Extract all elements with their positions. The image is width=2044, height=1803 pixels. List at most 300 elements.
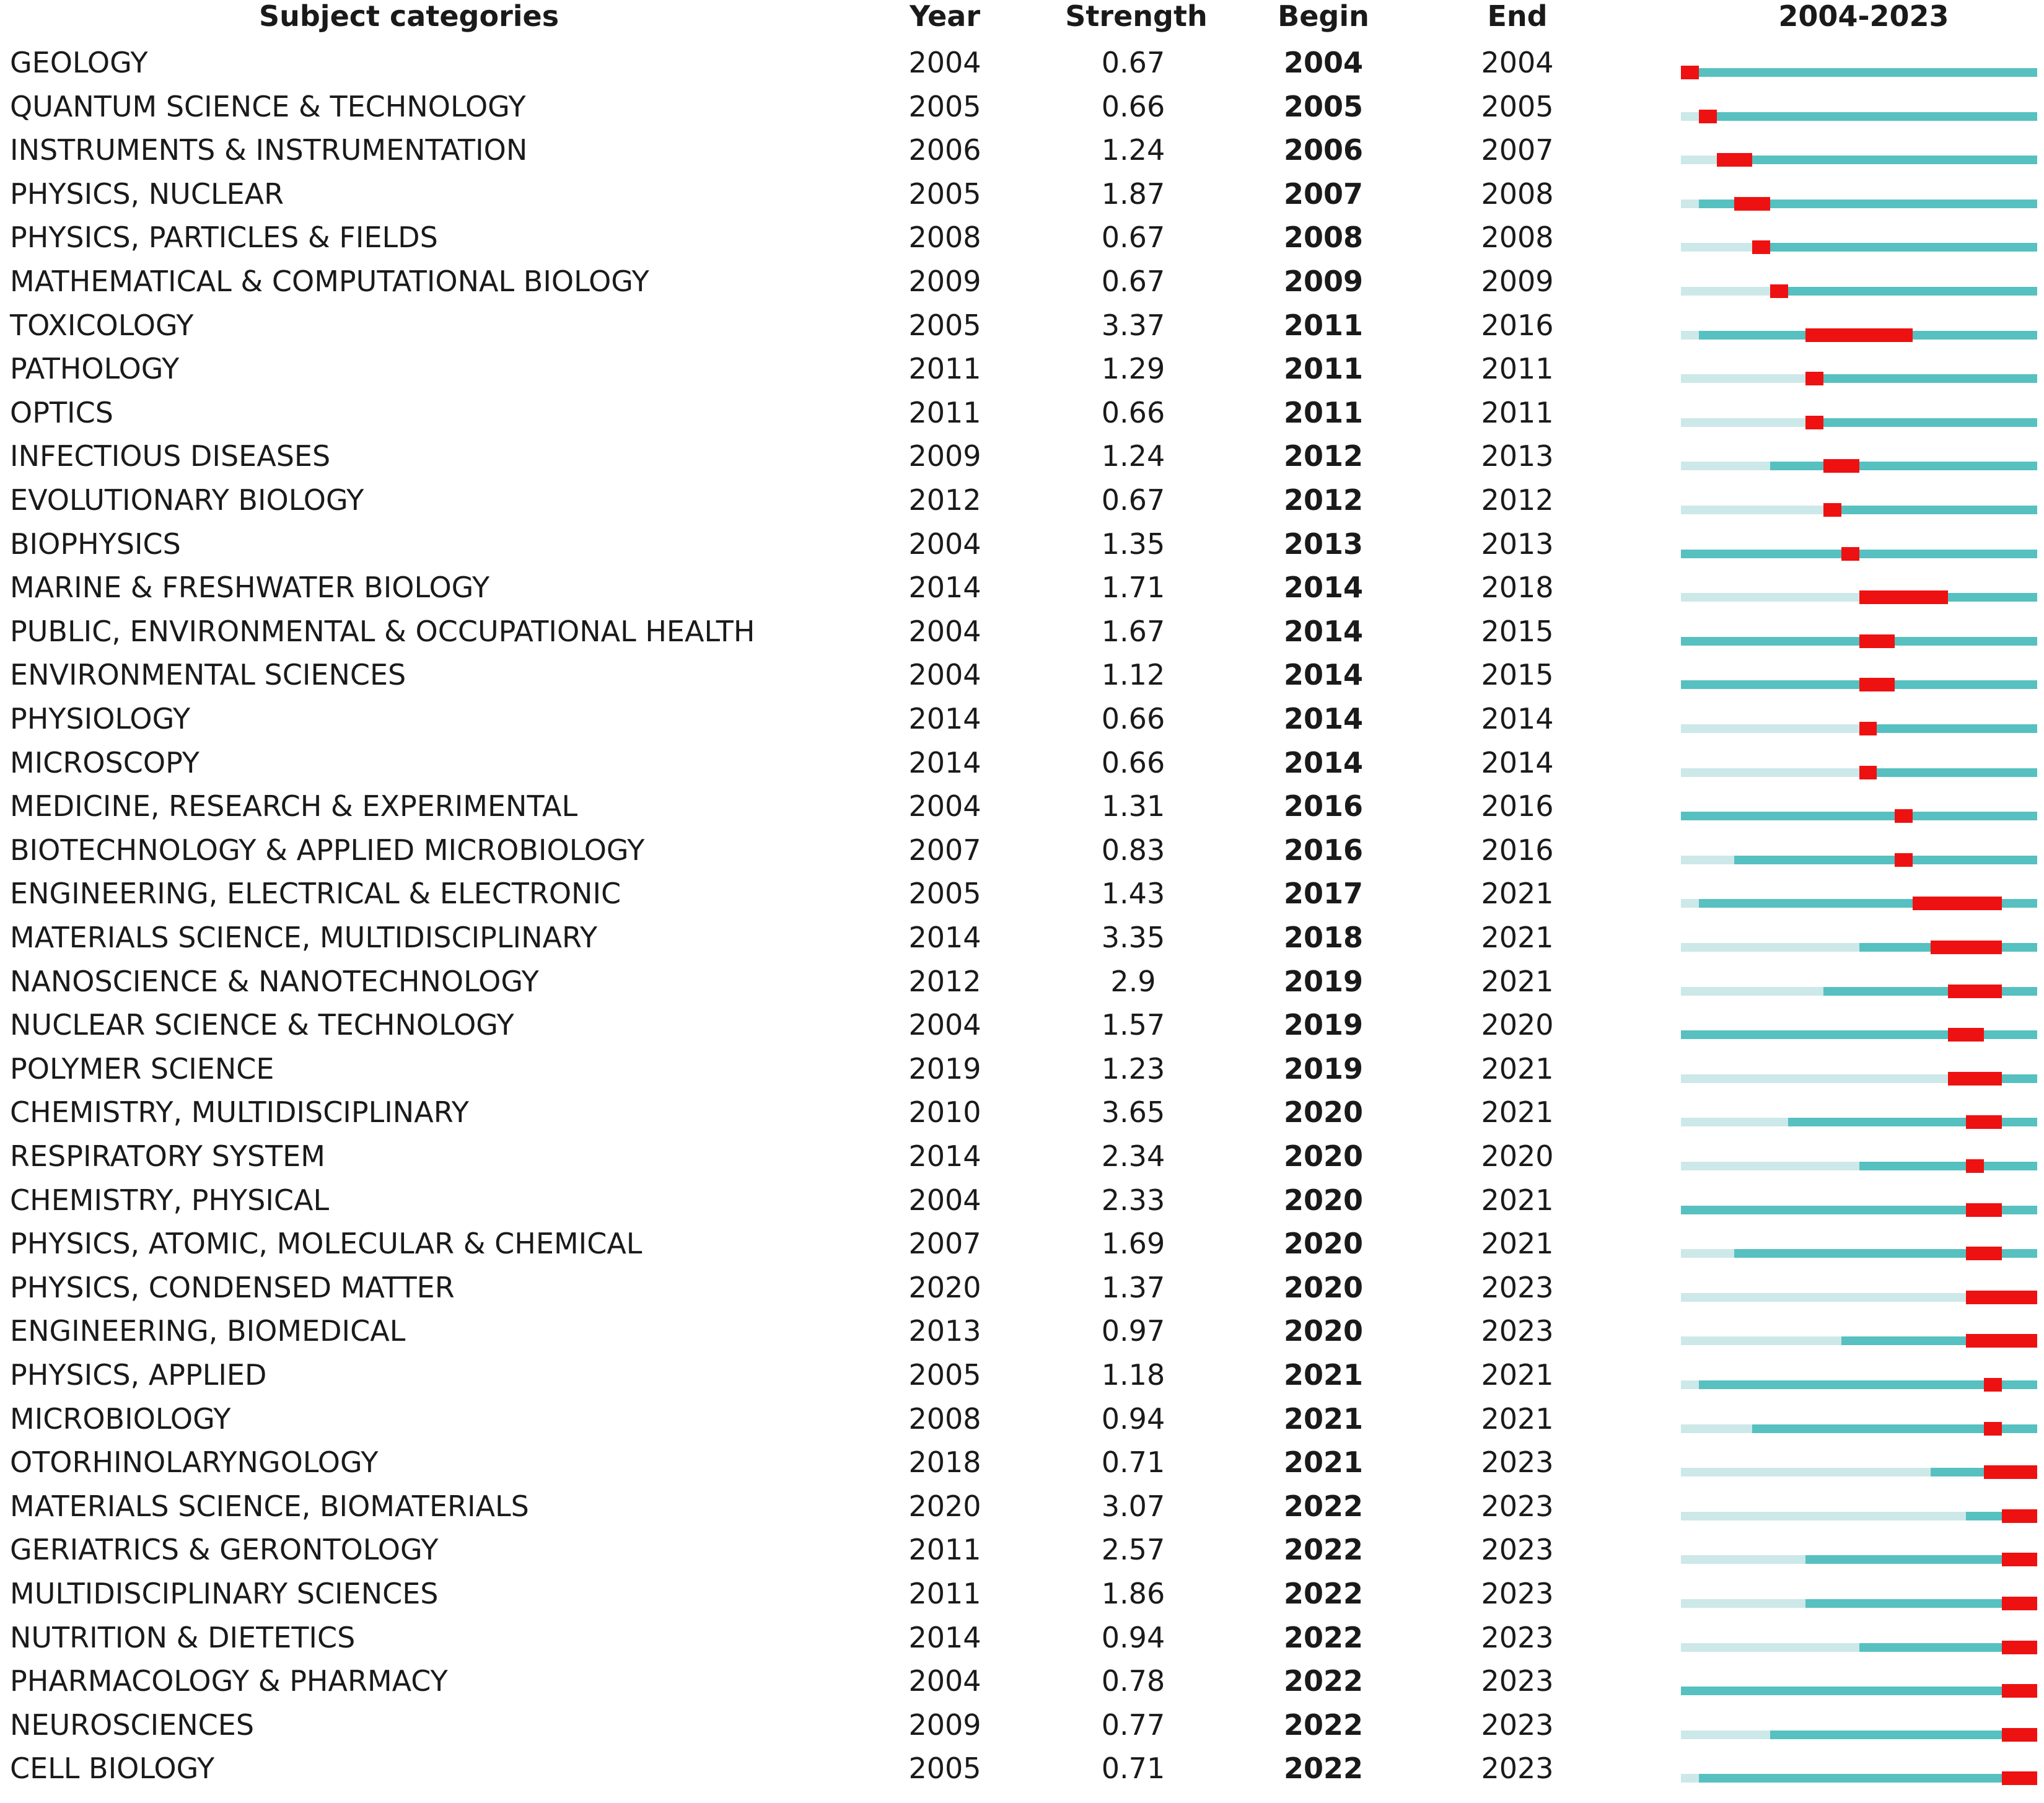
end-cell: 2009 (1481, 265, 1554, 298)
year-cell: 2005 (908, 1752, 981, 1786)
timeline-active-segment (1770, 287, 2037, 296)
timeline-active-segment (1699, 1774, 2037, 1783)
category-cell: EVOLUTIONARY BIOLOGY (10, 483, 364, 517)
timeline-inactive-segment (1681, 1074, 1948, 1083)
timeline-active-segment (1752, 243, 2037, 252)
end-cell: 2021 (1481, 964, 1554, 998)
end-cell: 2023 (1481, 1533, 1554, 1567)
timeline-bar (1681, 960, 2037, 1004)
year-cell: 2008 (908, 1402, 981, 1436)
begin-cell: 2014 (1283, 614, 1364, 648)
strength-cell: 3.37 (1101, 308, 1165, 342)
end-cell: 2013 (1481, 439, 1554, 473)
timeline-bar (1681, 1178, 2037, 1222)
timeline-inactive-segment (1681, 156, 1717, 164)
begin-cell: 2009 (1283, 265, 1364, 298)
end-cell: 2021 (1481, 1095, 1554, 1130)
begin-cell: 2022 (1283, 1752, 1364, 1786)
timeline-inactive-segment (1681, 1731, 1770, 1739)
table-row (0, 216, 2044, 260)
category-cell: MICROSCOPY (10, 745, 200, 779)
timeline-bar (1681, 1090, 2037, 1134)
timeline-inactive-segment (1681, 200, 1699, 208)
end-cell: 2023 (1481, 1620, 1554, 1654)
strength-cell: 1.67 (1101, 614, 1165, 648)
burst-segment (1752, 240, 1770, 254)
burst-segment (2002, 1597, 2038, 1610)
timeline-bar (1681, 1047, 2037, 1091)
strength-cell: 0.66 (1101, 745, 1165, 779)
begin-cell: 2020 (1283, 1183, 1364, 1217)
begin-cell: 2019 (1283, 964, 1364, 998)
burst-segment (1895, 809, 1913, 823)
timeline-inactive-segment (1681, 1336, 1841, 1345)
category-cell: ENGINEERING, BIOMEDICAL (10, 1314, 406, 1348)
year-cell: 2019 (908, 1051, 981, 1086)
year-cell: 2014 (908, 1620, 981, 1654)
end-cell: 2023 (1481, 1752, 1554, 1786)
strength-cell: 0.78 (1101, 1664, 1165, 1698)
category-cell: CHEMISTRY, MULTIDISCIPLINARY (10, 1095, 469, 1130)
begin-cell: 2022 (1283, 1620, 1364, 1654)
table-row (0, 784, 2044, 828)
end-cell: 2016 (1481, 833, 1554, 867)
year-cell: 2004 (908, 658, 981, 692)
begin-cell: 2014 (1283, 658, 1364, 692)
burst-segment (1966, 1159, 1984, 1173)
strength-cell: 0.71 (1101, 1445, 1165, 1480)
header-timeline-range: 2004-2023 (1778, 0, 1949, 33)
timeline-inactive-segment (1681, 856, 1734, 864)
category-cell: PHYSICS, PARTICLES & FIELDS (10, 221, 438, 255)
strength-cell: 1.69 (1101, 1227, 1165, 1261)
year-cell: 2012 (908, 483, 981, 517)
year-cell: 2007 (908, 1227, 981, 1261)
year-cell: 2011 (908, 1533, 981, 1567)
end-cell: 2011 (1481, 352, 1554, 386)
timeline-active-segment (1805, 418, 2037, 427)
timeline-bar (1681, 916, 2037, 960)
table-row (0, 697, 2044, 741)
strength-cell: 0.97 (1101, 1314, 1165, 1348)
table-row (0, 1659, 2044, 1703)
end-cell: 2014 (1481, 745, 1554, 779)
timeline-bar (1681, 1616, 2037, 1660)
timeline-inactive-segment (1681, 1599, 1805, 1608)
burst-segment (1966, 1247, 2002, 1260)
burst-segment (1984, 1378, 2002, 1392)
timeline-bar (1681, 216, 2037, 260)
table-row (0, 916, 2044, 960)
table-row (0, 1616, 2044, 1660)
header-begin: Begin (1278, 0, 1369, 33)
table-row (0, 128, 2044, 172)
end-cell: 2007 (1481, 133, 1554, 167)
timeline-bar (1681, 697, 2037, 741)
begin-cell: 2022 (1283, 1664, 1364, 1698)
strength-cell: 0.66 (1101, 702, 1165, 735)
timeline-bar (1681, 653, 2037, 697)
header-strength: Strength (1065, 0, 1208, 33)
strength-cell: 1.43 (1101, 877, 1165, 911)
strength-cell: 0.67 (1101, 483, 1165, 517)
timeline-active-segment (1823, 987, 2037, 996)
begin-cell: 2014 (1283, 702, 1364, 735)
begin-cell: 2012 (1283, 483, 1364, 517)
table-row (0, 1178, 2044, 1222)
table-row (0, 1266, 2044, 1310)
timeline-bar (1681, 610, 2037, 654)
burst-segment (1805, 372, 1823, 385)
strength-cell: 1.31 (1101, 789, 1165, 823)
begin-cell: 2019 (1283, 1051, 1364, 1086)
begin-cell: 2013 (1283, 527, 1364, 561)
timeline-inactive-segment (1681, 1249, 1734, 1258)
timeline-bar (1681, 1703, 2037, 1747)
timeline-inactive-segment (1681, 374, 1805, 383)
end-cell: 2020 (1481, 1139, 1554, 1173)
burst-segment (1931, 941, 2002, 954)
category-cell: MULTIDISCIPLINARY SCIENCES (10, 1577, 439, 1610)
timeline-inactive-segment (1681, 1512, 1966, 1520)
burst-segment (1805, 328, 1913, 342)
table-row (0, 653, 2044, 697)
strength-cell: 0.83 (1101, 833, 1165, 867)
timeline-active-segment (1823, 506, 2037, 514)
begin-cell: 2008 (1283, 221, 1364, 255)
timeline-bar (1681, 347, 2037, 391)
year-cell: 2011 (908, 352, 981, 386)
begin-cell: 2014 (1283, 571, 1364, 605)
strength-cell: 3.35 (1101, 921, 1165, 954)
header-end: End (1487, 0, 1548, 33)
category-cell: PHYSIOLOGY (10, 702, 191, 735)
table-row (0, 1528, 2044, 1572)
timeline-bar (1681, 128, 2037, 172)
burst-segment (1823, 459, 1859, 473)
category-cell: INFECTIOUS DISEASES (10, 439, 331, 473)
burst-segment (1859, 766, 1877, 779)
year-cell: 2013 (908, 1314, 981, 1348)
burst-segment (1805, 416, 1823, 429)
begin-cell: 2016 (1283, 833, 1364, 867)
end-cell: 2023 (1481, 1577, 1554, 1610)
begin-cell: 2007 (1283, 177, 1364, 211)
timeline-inactive-segment (1681, 243, 1752, 252)
begin-cell: 2022 (1283, 1533, 1364, 1567)
table-row (0, 522, 2044, 566)
year-cell: 2010 (908, 1095, 981, 1130)
table-row (0, 1222, 2044, 1266)
end-cell: 2023 (1481, 1270, 1554, 1304)
category-cell: PHYSICS, APPLIED (10, 1358, 267, 1392)
strength-cell: 1.29 (1101, 352, 1165, 386)
burst-segment (1966, 1115, 2002, 1129)
strength-cell: 0.77 (1101, 1708, 1165, 1742)
header-subject-categories: Subject categories (259, 0, 559, 33)
timeline-active-segment (1859, 724, 2038, 733)
timeline-inactive-segment (1681, 287, 1770, 296)
timeline-bar (1681, 1485, 2037, 1529)
timeline-active-segment (1681, 812, 2037, 820)
timeline-inactive-segment (1681, 1468, 1931, 1476)
end-cell: 2018 (1481, 571, 1554, 605)
begin-cell: 2022 (1283, 1489, 1364, 1523)
timeline-bar (1681, 1528, 2037, 1572)
year-cell: 2006 (908, 133, 981, 167)
strength-cell: 2.57 (1101, 1533, 1165, 1567)
burst-segment (1966, 1203, 2002, 1217)
timeline-active-segment (1681, 68, 2037, 77)
begin-cell: 2020 (1283, 1314, 1364, 1348)
begin-cell: 2011 (1283, 395, 1364, 429)
timeline-inactive-segment (1681, 462, 1770, 470)
burst-segment (1841, 547, 1859, 561)
end-cell: 2021 (1481, 1227, 1554, 1261)
year-cell: 2004 (908, 46, 981, 79)
year-cell: 2004 (908, 1008, 981, 1042)
category-cell: BIOTECHNOLOGY & APPLIED MICROBIOLOGY (10, 833, 645, 867)
table-row (0, 1003, 2044, 1047)
burst-segment (1948, 985, 2001, 998)
timeline-inactive-segment (1681, 1380, 1699, 1389)
timeline-bar (1681, 1353, 2037, 1397)
end-cell: 2021 (1481, 1051, 1554, 1086)
category-cell: OTORHINOLARYNGOLOGY (10, 1445, 379, 1480)
burst-segment (1966, 1291, 2037, 1304)
year-cell: 2004 (908, 789, 981, 823)
end-cell: 2021 (1481, 1402, 1554, 1436)
table-row (0, 1397, 2044, 1441)
strength-cell: 0.67 (1101, 265, 1165, 298)
timeline-bar (1681, 172, 2037, 216)
strength-cell: 0.66 (1101, 395, 1165, 429)
begin-cell: 2022 (1283, 1577, 1364, 1610)
strength-cell: 0.67 (1101, 221, 1165, 255)
end-cell: 2016 (1481, 308, 1554, 342)
timeline-inactive-segment (1681, 943, 1859, 952)
category-cell: MATERIALS SCIENCE, MULTIDISCIPLINARY (10, 921, 598, 954)
begin-cell: 2022 (1283, 1708, 1364, 1742)
end-cell: 2015 (1481, 614, 1554, 648)
timeline-inactive-segment (1681, 1555, 1805, 1564)
category-cell: PHYSICS, CONDENSED MATTER (10, 1270, 455, 1304)
category-cell: INSTRUMENTS & INSTRUMENTATION (10, 133, 528, 167)
burst-segment (1699, 110, 1717, 123)
end-cell: 2021 (1481, 1358, 1554, 1392)
category-cell: NEUROSCIENCES (10, 1708, 255, 1742)
timeline-active-segment (1859, 768, 2038, 777)
category-cell: CHEMISTRY, PHYSICAL (10, 1183, 330, 1217)
table-row (0, 347, 2044, 391)
timeline-bar (1681, 784, 2037, 828)
burst-segment (1770, 284, 1788, 298)
burst-segment (2002, 1684, 2038, 1698)
category-cell: CELL BIOLOGY (10, 1752, 215, 1786)
end-cell: 2005 (1481, 89, 1554, 123)
timeline-active-segment (1734, 856, 2037, 864)
burst-segment (1859, 722, 1877, 735)
timeline-inactive-segment (1681, 506, 1823, 514)
burst-segment (1966, 1334, 2037, 1348)
table-row (0, 85, 2044, 129)
burst-segment (2002, 1553, 2038, 1566)
end-cell: 2011 (1481, 395, 1554, 429)
burst-segment (2002, 1771, 2038, 1785)
begin-cell: 2004 (1283, 46, 1364, 79)
strength-cell: 2.34 (1101, 1139, 1165, 1173)
begin-cell: 2012 (1283, 439, 1364, 473)
year-cell: 2004 (908, 527, 981, 561)
strength-cell: 3.07 (1101, 1489, 1165, 1523)
burst-segment (2002, 1641, 2038, 1654)
timeline-active-segment (1770, 1731, 2037, 1739)
timeline-active-segment (1681, 1030, 2037, 1039)
begin-cell: 2016 (1283, 789, 1364, 823)
burst-segment (1984, 1465, 2037, 1479)
table-row (0, 1090, 2044, 1134)
table-row (0, 1747, 2044, 1791)
year-cell: 2020 (908, 1270, 981, 1304)
table-row (0, 172, 2044, 216)
year-cell: 2018 (908, 1445, 981, 1480)
end-cell: 2023 (1481, 1664, 1554, 1698)
timeline-inactive-segment (1681, 112, 1699, 121)
year-cell: 2004 (908, 614, 981, 648)
year-cell: 2014 (908, 571, 981, 605)
year-cell: 2014 (908, 921, 981, 954)
table-row (0, 960, 2044, 1004)
strength-cell: 1.24 (1101, 133, 1165, 167)
timeline-bar (1681, 1309, 2037, 1353)
table-row (0, 566, 2044, 610)
category-cell: PHYSICS, ATOMIC, MOLECULAR & CHEMICAL (10, 1227, 643, 1261)
strength-cell: 1.18 (1101, 1358, 1165, 1392)
burst-segment (1859, 590, 1949, 604)
end-cell: 2021 (1481, 877, 1554, 911)
end-cell: 2023 (1481, 1489, 1554, 1523)
end-cell: 2023 (1481, 1445, 1554, 1480)
category-cell: GERIATRICS & GERONTOLOGY (10, 1533, 439, 1567)
category-cell: ENGINEERING, ELECTRICAL & ELECTRONIC (10, 877, 621, 911)
table-row (0, 260, 2044, 304)
category-cell: PATHOLOGY (10, 352, 180, 386)
end-cell: 2021 (1481, 1183, 1554, 1217)
category-cell: TOXICOLOGY (10, 308, 194, 342)
year-cell: 2005 (908, 308, 981, 342)
strength-cell: 2.9 (1110, 964, 1156, 998)
category-cell: NANOSCIENCE & NANOTECHNOLOGY (10, 964, 539, 998)
category-cell: QUANTUM SCIENCE & TECHNOLOGY (10, 89, 526, 123)
burst-segment (1734, 197, 1770, 211)
year-cell: 2014 (908, 1139, 981, 1173)
begin-cell: 2021 (1283, 1445, 1364, 1480)
timeline-inactive-segment (1681, 1643, 1859, 1652)
year-cell: 2009 (908, 1708, 981, 1742)
strength-cell: 1.12 (1101, 658, 1165, 692)
category-cell: MATERIALS SCIENCE, BIOMATERIALS (10, 1489, 529, 1523)
strength-cell: 0.94 (1101, 1402, 1165, 1436)
end-cell: 2013 (1481, 527, 1554, 561)
timeline-bar (1681, 391, 2037, 435)
category-cell: NUCLEAR SCIENCE & TECHNOLOGY (10, 1008, 514, 1042)
begin-cell: 2019 (1283, 1008, 1364, 1042)
end-cell: 2015 (1481, 658, 1554, 692)
burst-segment (1895, 853, 1913, 867)
burst-segment (1948, 1028, 1984, 1042)
table-row (0, 1441, 2044, 1485)
table-row (0, 1353, 2044, 1397)
end-cell: 2023 (1481, 1314, 1554, 1348)
begin-cell: 2020 (1283, 1095, 1364, 1130)
year-cell: 2011 (908, 1577, 981, 1610)
timeline-inactive-segment (1681, 768, 1859, 777)
timeline-bar (1681, 434, 2037, 478)
burst-segment (2002, 1728, 2038, 1742)
timeline-inactive-segment (1681, 1162, 1859, 1170)
begin-cell: 2005 (1283, 89, 1364, 123)
table-row (0, 872, 2044, 916)
begin-cell: 2011 (1283, 308, 1364, 342)
category-cell: MEDICINE, RESEARCH & EXPERIMENTAL (10, 789, 578, 823)
timeline-active-segment (1681, 550, 2037, 558)
strength-cell: 1.35 (1101, 527, 1165, 561)
table-row (0, 610, 2044, 654)
timeline-bar (1681, 1747, 2037, 1791)
table-row (0, 434, 2044, 478)
year-cell: 2012 (908, 964, 981, 998)
burst-segment (1859, 678, 1895, 691)
timeline-inactive-segment (1681, 1118, 1788, 1126)
category-cell: BIOPHYSICS (10, 527, 181, 561)
category-cell: OPTICS (10, 395, 113, 429)
begin-cell: 2006 (1283, 133, 1364, 167)
strength-cell: 0.67 (1101, 46, 1165, 79)
begin-cell: 2017 (1283, 877, 1364, 911)
strength-cell: 1.24 (1101, 439, 1165, 473)
burst-segment (1823, 503, 1841, 517)
table-row (0, 741, 2044, 785)
year-cell: 2009 (908, 439, 981, 473)
year-cell: 2014 (908, 745, 981, 779)
begin-cell: 2014 (1283, 745, 1364, 779)
header-year: Year (909, 0, 981, 33)
timeline-active-segment (1805, 374, 2037, 383)
timeline-inactive-segment (1681, 331, 1699, 340)
category-cell: PUBLIC, ENVIRONMENTAL & OCCUPATIONAL HEALTH (10, 614, 755, 648)
table-row (0, 1703, 2044, 1747)
timeline-bar (1681, 41, 2037, 85)
burst-segment (1948, 1072, 2001, 1086)
table-row (0, 391, 2044, 435)
timeline-bar (1681, 741, 2037, 785)
table-row (0, 1309, 2044, 1353)
table-row (0, 478, 2044, 522)
table-row (0, 1572, 2044, 1616)
timeline-active-segment (1699, 112, 2037, 121)
burst-segment (1913, 897, 2002, 910)
timeline-bar (1681, 828, 2037, 872)
timeline-inactive-segment (1681, 724, 1859, 733)
timeline-bar (1681, 1266, 2037, 1310)
year-cell: 2009 (908, 265, 981, 298)
table-row (0, 828, 2044, 872)
category-cell: PHARMACOLOGY & PHARMACY (10, 1664, 448, 1698)
timeline-bar (1681, 566, 2037, 610)
category-cell: GEOLOGY (10, 46, 148, 79)
strength-cell: 0.71 (1101, 1752, 1165, 1786)
end-cell: 2012 (1481, 483, 1554, 517)
